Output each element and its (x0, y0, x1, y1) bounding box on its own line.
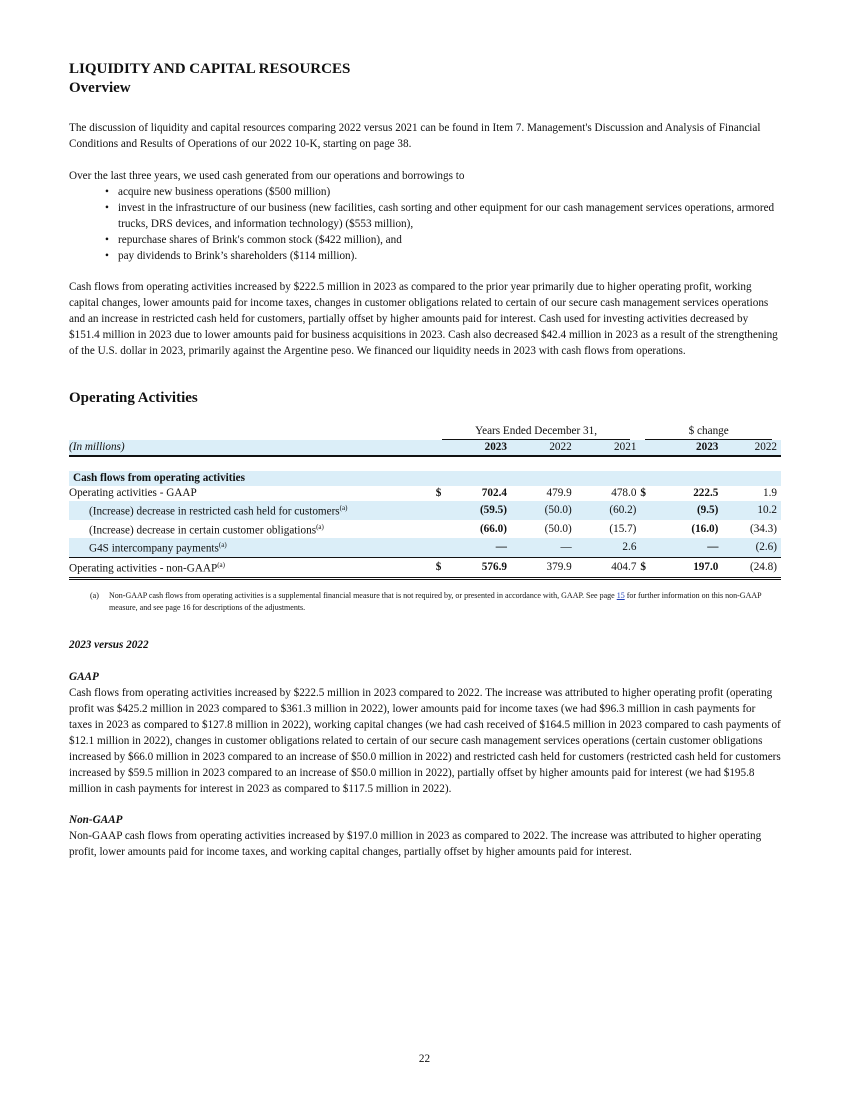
gaap-paragraph: Cash flows from operating activities increased by $222.5 million in 2023 compared to 2022. The increase was attributed to higher operating profit (operating profit was $425.2 million in 2023 compared to $361.3 million in 2022), lower amounts paid for income taxes (we had $96.3 million in cash payments for taxes in 2023 as compared to $127.8 million in 2022), working capital changes (we had cash received of $164.5 million in 2023 compared to cash payments of $12.1 million in 2022), changes in customer obligations related to certain of our secure cash management services operations (certain customer obligations increased by $66.0 million in 2023 compared to an increase of $50.0 million in 2022) and restricted cash held for customers (restricted cash held for customers increased by $59.5 million in 2023 compared to an increase of $50.0 million in 2022), partially offset by higher amounts paid for interest (we had $195.8 million in cash payments for interest in 2023 as compared to $117.5 million in 2022). (69, 686, 781, 795)
uses-of-cash-list (69, 184, 781, 264)
page-15-link[interactable]: 15 (616, 590, 625, 600)
non-gaap-subtitle: Non-GAAP (69, 813, 123, 826)
non-gaap-paragraph: Non-GAAP cash flows from operating activities increased by $197.0 million in 2023 as compared to 2022. The increase was attributed to higher operating profit, lower amounts paid for income taxes, and working capital changes, partially offset by higher amounts paid for interest. (69, 829, 762, 858)
table-row: G4S intercompany payments$^{(a)}$ — — 2.6 — (2.6) (69, 538, 781, 557)
section-heading: LIQUIDITY AND CAPITAL RESOURCES (69, 61, 351, 77)
table-row: (Increase) decrease in certain customer obligations$^{(a)}$ (66.0) (50.0) (15.7) (16.0) (34.3) (89, 522, 777, 537)
operating-activities-title: Operating Activities (69, 390, 198, 406)
overview-paragraph-2: Cash flows from operating activities increased by $222.5 million in 2023 as compared to the prior year primarily due to higher operating profit, working capital changes, lower amounts paid for income taxes, changes in customer obligations related to certain of our secure cash management services operations and an increase in restricted cash held for customers, partially offset by higher amounts paid for interest. Cash used for investing activities decreased by $151.4 million in 2023 due to lower amounts paid for business acquisitions in 2023. Cash also decreased $42.4 million in 2023 as a result of the strengthening of the U.S. dollar in 2023, primarily against the Argentine peso. We financed our liquidity needs in 2023 with cash flows from operations. (69, 281, 778, 357)
list-item: • pay dividends to Brink’s shareholders ($114 million). (105, 250, 358, 262)
table-group-header: Years Ended December 31, $ change (69, 424, 781, 440)
overview-paragraph-1: The discussion of liquidity and capital resources comparing 2022 versus 2021 can be found in Item 7. Management's Discussion and Analysis of Financial Conditions and Results of Operations of our 2022 10-K, starting on page 38. (69, 122, 761, 150)
table-row: (Increase) decrease in restricted cash held for customers$^{(a)}$ (59.5) (50.0) (60.2) (9.5) 10.2 (69, 501, 781, 520)
table-section-row: Cash flows from operating activities (69, 471, 781, 486)
table-row: Operating activities - GAAP $ 702.4 479.9 478.0 $ 222.5 1.9 (69, 487, 777, 499)
operating-cash-flow-table (69, 424, 781, 580)
comparison-title: 2023 versus 2022 (69, 638, 149, 651)
table-column-header: (In millions) 2023 2022 2021 2023 2022 (69, 440, 781, 456)
overview-intro: Over the last three years, we used cash generated from our operations and borrowings to (69, 170, 465, 182)
table-footnote: (a) Non-GAAP cash flows from operating activities is a supplemental financial measure that is not required by, or presented in accordance with, GAAP. See page 15 for further information on this non-GAAP measure, and see page 16 for descriptions of the adjustments. (90, 590, 762, 612)
list-item: • repurchase shares of Brink's common stock ($422 million), and (105, 234, 402, 246)
table-total-row: Operating activities - non-GAAP$^{(a)}$ $ 576.9 379.9 404.7 $ 197.0 (24.8) (69, 558, 781, 579)
overview-title: Overview (69, 80, 131, 96)
list-item: • invest in the infrastructure of our business (new facilities, cash sorting and other equipment for our cash management services operations, armored trucks, DRS devices, and information technology) ($553 million), (105, 202, 775, 230)
page-number: 22 (418, 1053, 431, 1065)
document-page (69, 60, 781, 860)
list-item: • acquire new business operations ($500 million) (105, 186, 331, 198)
gaap-subtitle: GAAP (69, 670, 99, 683)
